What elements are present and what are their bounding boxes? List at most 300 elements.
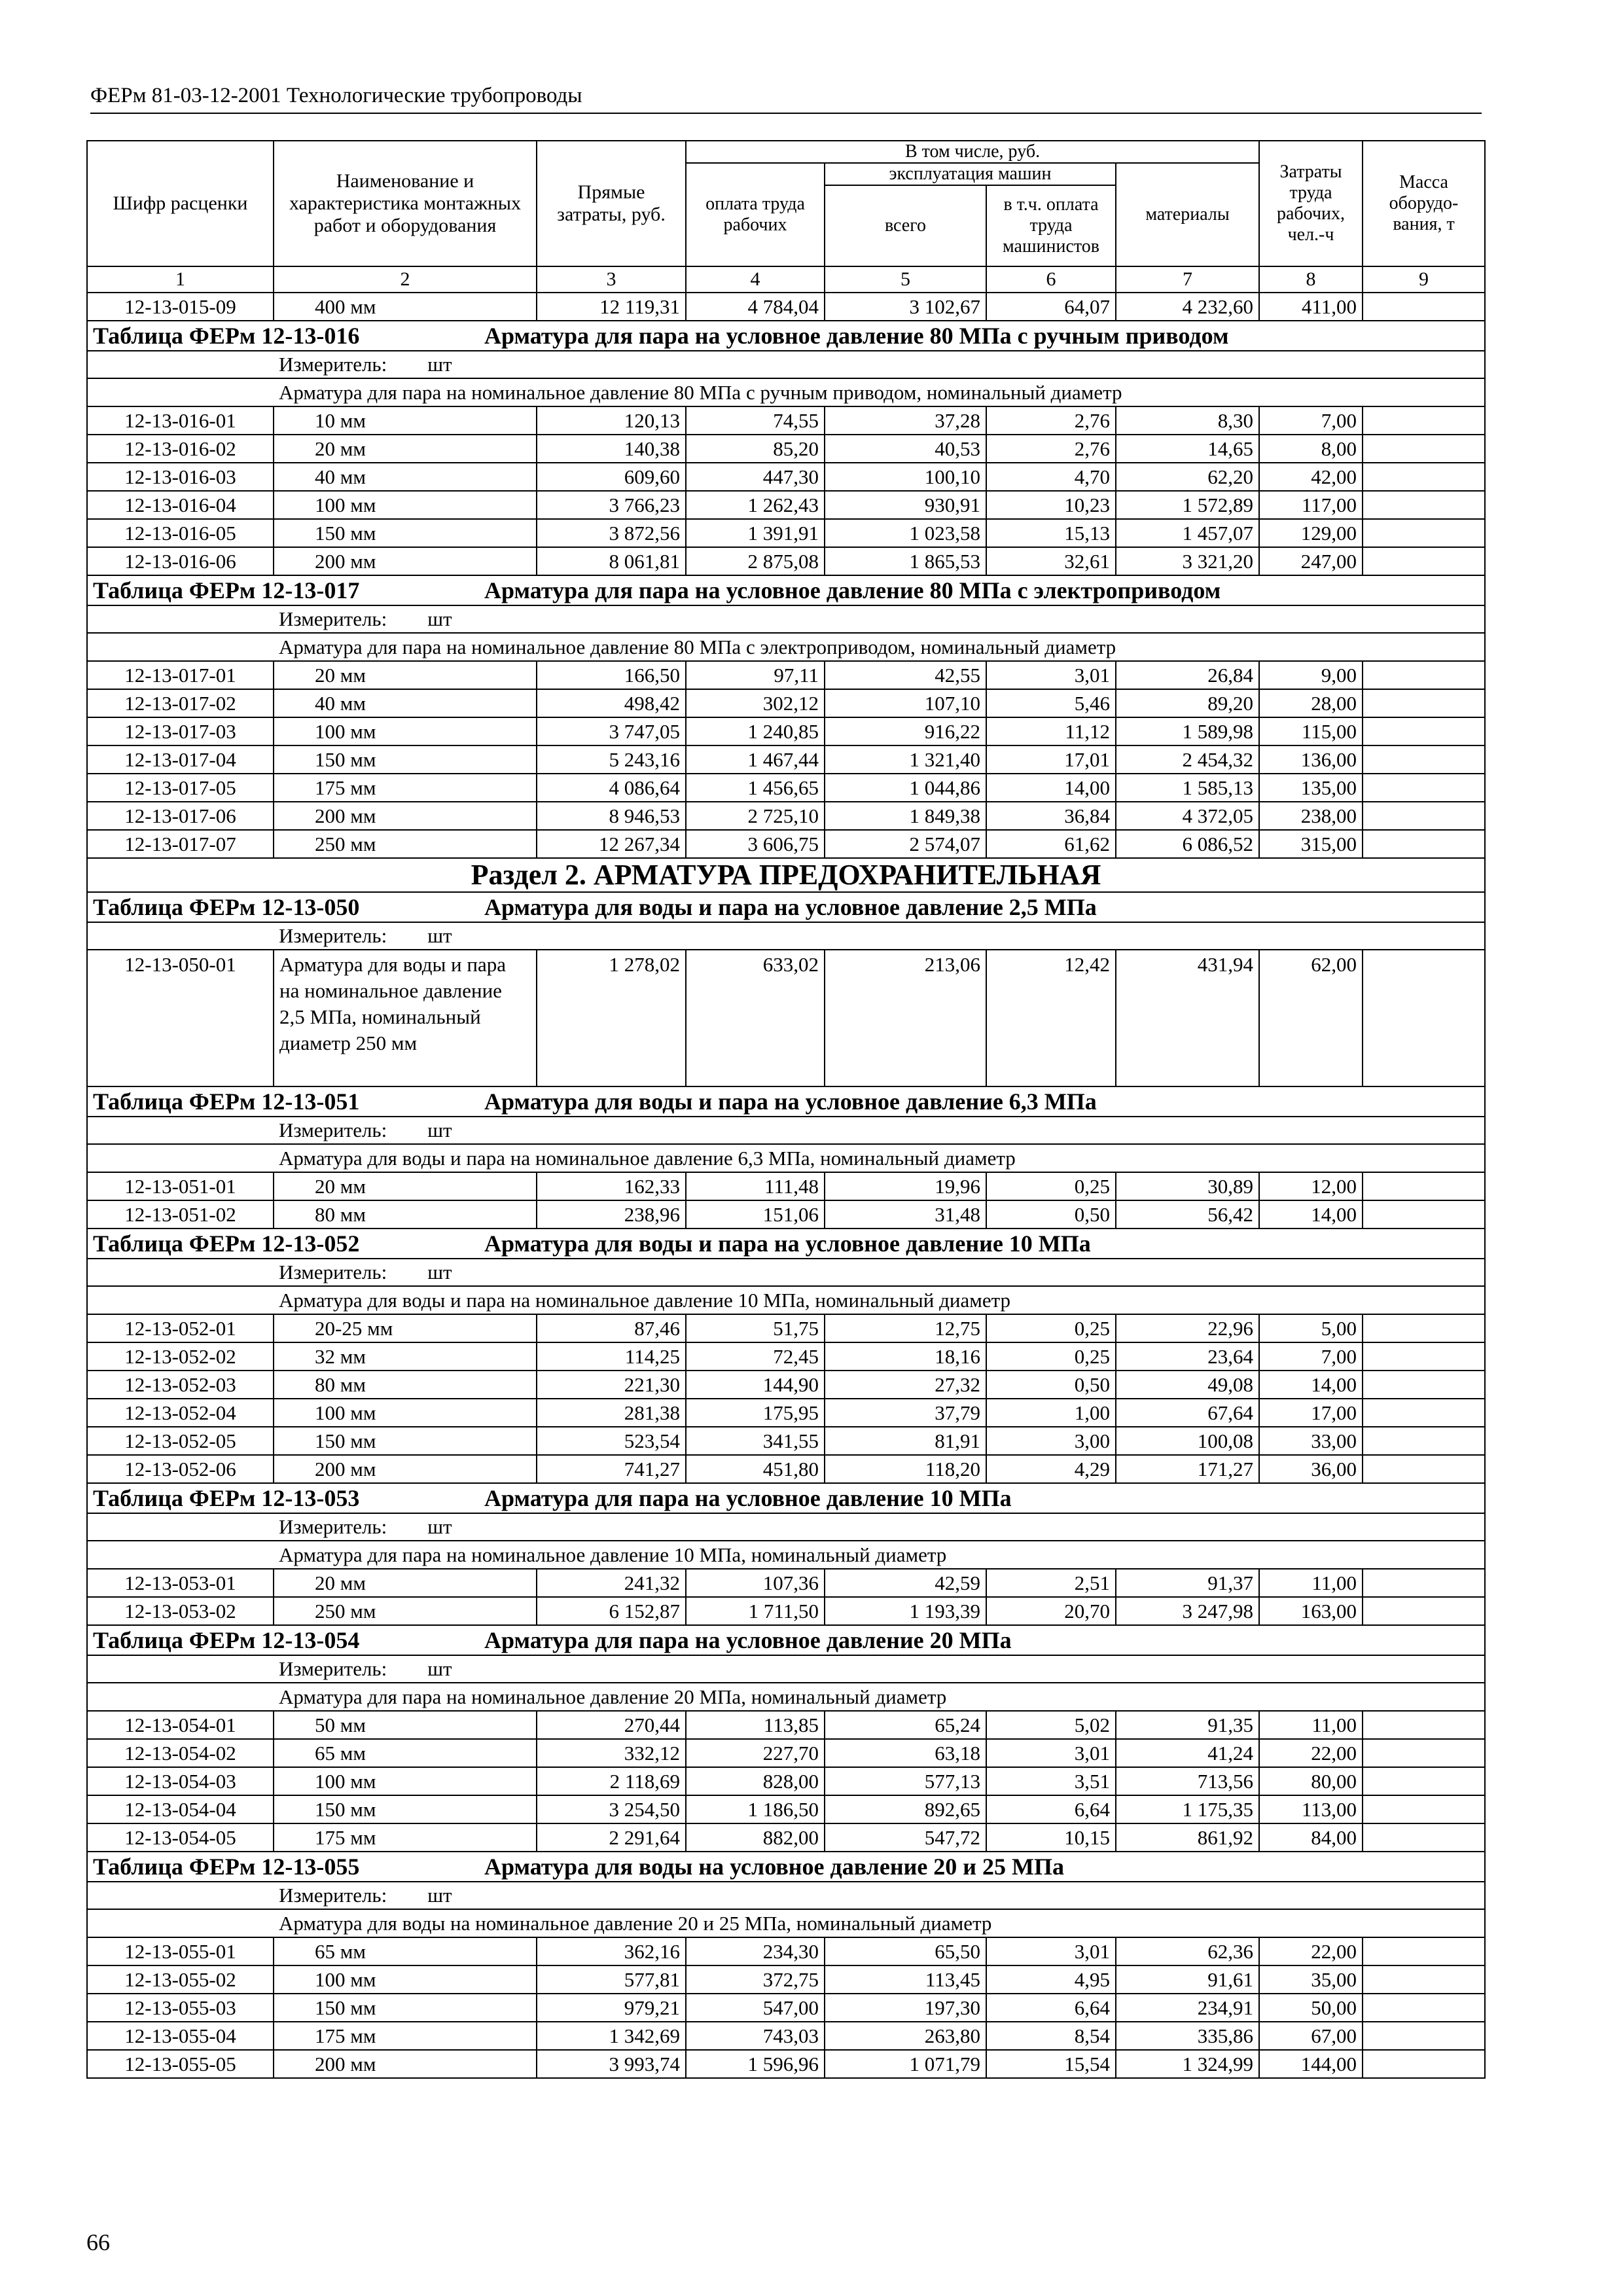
table-row: [87, 1823, 1485, 1852]
subtitle-row: [87, 633, 1485, 661]
machines-total: 65,24: [825, 1711, 986, 1739]
table-title: Арматура для воды и пара на условное давление 6,3 МПа: [484, 1088, 1097, 1115]
materials: 8,30: [1116, 406, 1259, 435]
rate-code: 12-13-054-01: [87, 1711, 274, 1739]
equipment-mass: [1363, 1823, 1485, 1852]
equipment-mass: [1363, 1569, 1485, 1597]
subtitle-row: [87, 378, 1485, 406]
price-table: [86, 140, 1486, 2079]
machinists-pay: 0,25: [986, 1172, 1116, 1200]
labor-hours: 136,00: [1259, 745, 1363, 774]
work-name: 50 мм: [274, 1711, 537, 1739]
machines-total: 37,79: [825, 1399, 986, 1427]
table-row: [87, 519, 1485, 547]
labor-hours: 135,00: [1259, 774, 1363, 802]
machines-total: 1 321,40: [825, 745, 986, 774]
labor-hours: 12,00: [1259, 1172, 1363, 1200]
machines-total: 1 849,38: [825, 802, 986, 830]
equipment-mass: [1363, 717, 1485, 745]
work-name: Арматура для воды и пара на номинальное давление 2,5 МПа, номинальный диаметр 250 мм: [274, 950, 537, 1086]
machinists-pay: 32,61: [986, 547, 1116, 575]
equipment-mass: [1363, 1767, 1485, 1795]
table-row: [87, 717, 1485, 745]
machinists-pay: 3,01: [986, 1937, 1116, 1965]
machinists-pay: 8,54: [986, 2022, 1116, 2050]
labor-hours: 7,00: [1259, 1342, 1363, 1371]
labor-hours: 42,00: [1259, 463, 1363, 491]
work-name: 80 мм: [274, 1200, 537, 1229]
machinists-pay: 11,12: [986, 717, 1116, 745]
machinists-pay: 0,25: [986, 1314, 1116, 1342]
labor-pay: 111,48: [686, 1172, 825, 1200]
table-name: Таблица ФЕРм 12-13-050: [93, 894, 360, 920]
machines-total: 42,59: [825, 1569, 986, 1597]
unit-cell: [87, 922, 1485, 950]
column-number: 4: [686, 266, 825, 293]
materials: 861,92: [1116, 1823, 1259, 1852]
machinists-pay: 20,70: [986, 1597, 1116, 1625]
equipment-mass: [1363, 1965, 1485, 1994]
labor-pay: 341,55: [686, 1427, 825, 1455]
direct-cost: 114,25: [537, 1342, 686, 1371]
machines-total: 107,10: [825, 689, 986, 717]
rate-code: 12-13-016-02: [87, 435, 274, 463]
rate-code: 12-13-016-05: [87, 519, 274, 547]
unit-label: Измеритель:: [279, 607, 387, 630]
materials: 1 585,13: [1116, 774, 1259, 802]
table-row: [87, 1739, 1485, 1767]
table-body: [87, 266, 1485, 2078]
table-subtitle: Арматура для пара на номинальное давление 10 МПа, номинальный диаметр: [87, 1541, 1485, 1569]
table-row: [87, 1569, 1485, 1597]
table-title: Арматура для пара на условное давление 20 МПа: [484, 1627, 1012, 1653]
rate-code: 12-13-016-03: [87, 463, 274, 491]
table-title: Арматура для пара на условное давление 10 МПа: [484, 1485, 1012, 1511]
unit-row: [87, 1882, 1485, 1909]
column-number: 7: [1116, 266, 1259, 293]
table-row: [87, 435, 1485, 463]
materials: 91,61: [1116, 1965, 1259, 1994]
direct-cost: 8 946,53: [537, 802, 686, 830]
labor-hours: 80,00: [1259, 1767, 1363, 1795]
rate-code: 12-13-052-06: [87, 1455, 274, 1483]
machines-total: 213,06: [825, 950, 986, 1086]
work-name: 20 мм: [274, 1569, 537, 1597]
machinists-pay: 3,51: [986, 1767, 1116, 1795]
direct-cost: 332,12: [537, 1739, 686, 1767]
table-row: [87, 2050, 1485, 2078]
table-title-row: [87, 892, 1485, 922]
column-number: 8: [1259, 266, 1363, 293]
rate-code: 12-13-052-03: [87, 1371, 274, 1399]
direct-cost: 162,33: [537, 1172, 686, 1200]
work-name: 150 мм: [274, 1994, 537, 2022]
machines-total: 12,75: [825, 1314, 986, 1342]
subtitle-row: [87, 1286, 1485, 1314]
table-row: [87, 1994, 1485, 2022]
table-row: [87, 1371, 1485, 1399]
work-name: 20 мм: [274, 661, 537, 689]
table-title-row: [87, 575, 1485, 605]
unit-row: [87, 1655, 1485, 1683]
labor-pay: 234,30: [686, 1937, 825, 1965]
materials: 431,94: [1116, 950, 1259, 1086]
unit-value: шт: [427, 607, 452, 630]
work-name: 200 мм: [274, 1455, 537, 1483]
machines-total: 18,16: [825, 1342, 986, 1371]
rate-code: 12-13-052-01: [87, 1314, 274, 1342]
equipment-mass: [1363, 802, 1485, 830]
unit-value: шт: [427, 924, 452, 947]
labor-pay: 1 391,91: [686, 519, 825, 547]
materials: 67,64: [1116, 1399, 1259, 1427]
table-title-row: [87, 1852, 1485, 1882]
work-name: 10 мм: [274, 406, 537, 435]
machinists-pay: 6,64: [986, 1795, 1116, 1823]
table-row: [87, 1427, 1485, 1455]
labor-pay: 882,00: [686, 1823, 825, 1852]
section-row: [87, 858, 1485, 892]
col-labor-pay: оплата труда рабочих: [686, 163, 825, 266]
table-row: [87, 774, 1485, 802]
rate-code: 12-13-055-02: [87, 1965, 274, 1994]
table-row: [87, 950, 1485, 1086]
machinists-pay: 10,23: [986, 491, 1116, 519]
table-row: [87, 1937, 1485, 1965]
labor-hours: 36,00: [1259, 1455, 1363, 1483]
table-name: Таблица ФЕРм 12-13-016: [93, 323, 360, 349]
table-name: Таблица ФЕРм 12-13-052: [93, 1230, 360, 1257]
materials: 3 321,20: [1116, 547, 1259, 575]
machines-total: 547,72: [825, 1823, 986, 1852]
rate-code: 12-13-017-03: [87, 717, 274, 745]
machines-total: 81,91: [825, 1427, 986, 1455]
work-name: 65 мм: [274, 1937, 537, 1965]
materials: 1 572,89: [1116, 491, 1259, 519]
labor-hours: 315,00: [1259, 830, 1363, 858]
labor-hours: 22,00: [1259, 1739, 1363, 1767]
direct-cost: 2 118,69: [537, 1767, 686, 1795]
machines-total: 37,28: [825, 406, 986, 435]
rate-code: 12-13-054-03: [87, 1767, 274, 1795]
work-name: 20 мм: [274, 435, 537, 463]
labor-pay: 1 262,43: [686, 491, 825, 519]
machines-total: 31,48: [825, 1200, 986, 1229]
column-number: 2: [274, 266, 537, 293]
equipment-mass: [1363, 1342, 1485, 1371]
labor-hours: 238,00: [1259, 802, 1363, 830]
rate-code: 12-13-054-05: [87, 1823, 274, 1852]
labor-pay: 227,70: [686, 1739, 825, 1767]
materials: 1 175,35: [1116, 1795, 1259, 1823]
rate-code: 12-13-017-05: [87, 774, 274, 802]
column-number: 9: [1363, 266, 1485, 293]
table-row: [87, 406, 1485, 435]
machines-total: 19,96: [825, 1172, 986, 1200]
labor-hours: 7,00: [1259, 406, 1363, 435]
direct-cost: 3 872,56: [537, 519, 686, 547]
col-mass: Масса оборудо-вания, т: [1363, 141, 1485, 266]
machines-total: 1 023,58: [825, 519, 986, 547]
direct-cost: 3 747,05: [537, 717, 686, 745]
table-row: [87, 830, 1485, 858]
work-name: 200 мм: [274, 547, 537, 575]
labor-pay: 1 711,50: [686, 1597, 825, 1625]
unit-label: Измеритель:: [279, 1261, 387, 1283]
labor-pay: 2 875,08: [686, 547, 825, 575]
materials: 2 454,32: [1116, 745, 1259, 774]
direct-cost: 8 061,81: [537, 547, 686, 575]
equipment-mass: [1363, 463, 1485, 491]
table-name: Таблица ФЕРм 12-13-055: [93, 1854, 360, 1880]
section-title: Раздел 2. АРМАТУРА ПРЕДОХРАНИТЕЛЬНАЯ: [87, 858, 1485, 892]
work-name: 40 мм: [274, 463, 537, 491]
machinists-pay: 2,51: [986, 1569, 1116, 1597]
equipment-mass: [1363, 2050, 1485, 2078]
labor-pay: 743,03: [686, 2022, 825, 2050]
labor-pay: 97,11: [686, 661, 825, 689]
rate-code: 12-13-017-06: [87, 802, 274, 830]
table-row: [87, 1965, 1485, 1994]
unit-row: [87, 351, 1485, 378]
work-name: 32 мм: [274, 1342, 537, 1371]
materials: 234,91: [1116, 1994, 1259, 2022]
unit-label: Измеритель:: [279, 924, 387, 947]
unit-label: Измеритель:: [279, 1119, 387, 1141]
table-title-cell: [87, 1086, 1485, 1117]
table-title-row: [87, 1483, 1485, 1513]
subtitle-row: [87, 1144, 1485, 1172]
direct-cost: 609,60: [537, 463, 686, 491]
direct-cost: 281,38: [537, 1399, 686, 1427]
rate-code: 12-13-053-01: [87, 1569, 274, 1597]
table-title-cell: [87, 1483, 1485, 1513]
unit-cell: [87, 1882, 1485, 1909]
direct-cost: 498,42: [537, 689, 686, 717]
labor-hours: 411,00: [1259, 293, 1363, 321]
labor-pay: 175,95: [686, 1399, 825, 1427]
labor-hours: 163,00: [1259, 1597, 1363, 1625]
labor-pay: 113,85: [686, 1711, 825, 1739]
work-name: 200 мм: [274, 2050, 537, 2078]
unit-label: Измеритель:: [279, 1657, 387, 1680]
table-header: [87, 141, 1485, 266]
table-row: [87, 1399, 1485, 1427]
labor-hours: 113,00: [1259, 1795, 1363, 1823]
table-row: [87, 547, 1485, 575]
rate-code: 12-13-054-02: [87, 1739, 274, 1767]
direct-cost: 166,50: [537, 661, 686, 689]
column-number: 5: [825, 266, 986, 293]
table-title-row: [87, 321, 1485, 351]
direct-cost: 238,96: [537, 1200, 686, 1229]
subtitle-row: [87, 1541, 1485, 1569]
col-machines-total: всего: [825, 185, 986, 266]
subtitle-row: [87, 1683, 1485, 1711]
table-title-row: [87, 1086, 1485, 1117]
labor-hours: 11,00: [1259, 1569, 1363, 1597]
equipment-mass: [1363, 1739, 1485, 1767]
materials: 91,37: [1116, 1569, 1259, 1597]
work-name: 250 мм: [274, 1597, 537, 1625]
work-name: 250 мм: [274, 830, 537, 858]
work-name: 100 мм: [274, 1399, 537, 1427]
table-row: [87, 661, 1485, 689]
labor-hours: 22,00: [1259, 1937, 1363, 1965]
table-name: Таблица ФЕРм 12-13-054: [93, 1627, 360, 1653]
materials: 4 232,60: [1116, 293, 1259, 321]
labor-pay: 144,90: [686, 1371, 825, 1399]
direct-cost: 577,81: [537, 1965, 686, 1994]
machines-total: 892,65: [825, 1795, 986, 1823]
work-name: 100 мм: [274, 491, 537, 519]
materials: 41,24: [1116, 1739, 1259, 1767]
table-row: [87, 1200, 1485, 1229]
equipment-mass: [1363, 1795, 1485, 1823]
direct-cost: 12 267,34: [537, 830, 686, 858]
machines-total: 1 071,79: [825, 2050, 986, 2078]
labor-pay: 2 725,10: [686, 802, 825, 830]
table-row: [87, 293, 1485, 321]
col-direct: Прямые затраты, руб.: [537, 141, 686, 266]
col-including: В том числе, руб.: [686, 141, 1259, 163]
unit-cell: [87, 1259, 1485, 1286]
table-row: [87, 1342, 1485, 1371]
machines-total: 930,91: [825, 491, 986, 519]
labor-pay: 547,00: [686, 1994, 825, 2022]
equipment-mass: [1363, 293, 1485, 321]
table-title-row: [87, 1625, 1485, 1655]
machines-total: 1 193,39: [825, 1597, 986, 1625]
rate-code: 12-13-015-09: [87, 293, 274, 321]
work-name: 150 мм: [274, 519, 537, 547]
materials: 62,36: [1116, 1937, 1259, 1965]
equipment-mass: [1363, 491, 1485, 519]
machines-total: 1 044,86: [825, 774, 986, 802]
table-subtitle: Арматура для воды и пара на номинальное давление 6,3 МПа, номинальный диаметр: [87, 1144, 1485, 1172]
unit-row: [87, 922, 1485, 950]
direct-cost: 87,46: [537, 1314, 686, 1342]
column-number: 3: [537, 266, 686, 293]
table-title: Арматура для воды на условное давление 20 и 25 МПа: [484, 1854, 1065, 1880]
labor-pay: 151,06: [686, 1200, 825, 1229]
labor-hours: 28,00: [1259, 689, 1363, 717]
unit-value: шт: [427, 353, 452, 376]
machinists-pay: 2,76: [986, 435, 1116, 463]
machines-total: 42,55: [825, 661, 986, 689]
table-title: Арматура для пара на условное давление 80 МПа с ручным приводом: [484, 323, 1229, 349]
materials: 30,89: [1116, 1172, 1259, 1200]
table-subtitle: Арматура для воды и пара на номинальное давление 10 МПа, номинальный диаметр: [87, 1286, 1485, 1314]
equipment-mass: [1363, 2022, 1485, 2050]
labor-pay: 828,00: [686, 1767, 825, 1795]
materials: 89,20: [1116, 689, 1259, 717]
col-machines: эксплуатация машин: [825, 163, 1116, 185]
labor-hours: 84,00: [1259, 1823, 1363, 1852]
machines-total: 2 574,07: [825, 830, 986, 858]
rate-code: 12-13-016-01: [87, 406, 274, 435]
table-title-cell: [87, 1852, 1485, 1882]
labor-hours: 247,00: [1259, 547, 1363, 575]
work-name: 100 мм: [274, 1965, 537, 1994]
labor-pay: 1 456,65: [686, 774, 825, 802]
materials: 4 372,05: [1116, 802, 1259, 830]
table-row: [87, 491, 1485, 519]
equipment-mass: [1363, 1711, 1485, 1739]
labor-hours: 17,00: [1259, 1399, 1363, 1427]
machines-total: 40,53: [825, 435, 986, 463]
labor-hours: 62,00: [1259, 950, 1363, 1086]
machines-total: 63,18: [825, 1739, 986, 1767]
direct-cost: 2 291,64: [537, 1823, 686, 1852]
work-name: 100 мм: [274, 717, 537, 745]
column-number: 6: [986, 266, 1116, 293]
labor-hours: 35,00: [1259, 1965, 1363, 1994]
labor-hours: 9,00: [1259, 661, 1363, 689]
equipment-mass: [1363, 689, 1485, 717]
work-name: 40 мм: [274, 689, 537, 717]
materials: 6 086,52: [1116, 830, 1259, 858]
labor-pay: 447,30: [686, 463, 825, 491]
unit-value: шт: [427, 1657, 452, 1680]
labor-pay: 4 784,04: [686, 293, 825, 321]
machinists-pay: 64,07: [986, 293, 1116, 321]
equipment-mass: [1363, 1172, 1485, 1200]
unit-cell: [87, 1117, 1485, 1144]
table-row: [87, 463, 1485, 491]
subtitle-row: [87, 1909, 1485, 1937]
table-title: Арматура для пара на условное давление 80 МПа с электроприводом: [484, 577, 1221, 603]
table-subtitle: Арматура для пара на номинальное давление 80 МПа с электроприводом, номинальный диаметр: [87, 633, 1485, 661]
page-number: 66: [86, 2229, 110, 2255]
rate-code: 12-13-051-02: [87, 1200, 274, 1229]
materials: 14,65: [1116, 435, 1259, 463]
table-row: [87, 1172, 1485, 1200]
machines-total: 577,13: [825, 1767, 986, 1795]
rate-code: 12-13-055-03: [87, 1994, 274, 2022]
table-name: Таблица ФЕРм 12-13-051: [93, 1088, 360, 1115]
rate-code: 12-13-017-04: [87, 745, 274, 774]
materials: 1 457,07: [1116, 519, 1259, 547]
direct-cost: 1 278,02: [537, 950, 686, 1086]
machines-total: 27,32: [825, 1371, 986, 1399]
equipment-mass: [1363, 519, 1485, 547]
table-name: Таблица ФЕРм 12-13-017: [93, 577, 360, 603]
direct-cost: 3 766,23: [537, 491, 686, 519]
work-name: 175 мм: [274, 774, 537, 802]
unit-row: [87, 1259, 1485, 1286]
table-subtitle: Арматура для пара на номинальное давление 20 МПа, номинальный диаметр: [87, 1683, 1485, 1711]
table-title-cell: [87, 1625, 1485, 1655]
table-row: [87, 1767, 1485, 1795]
unit-value: шт: [427, 1515, 452, 1538]
labor-pay: 1 596,96: [686, 2050, 825, 2078]
machines-total: 1 865,53: [825, 547, 986, 575]
table-title-cell: [87, 321, 1485, 351]
unit-cell: [87, 605, 1485, 633]
unit-cell: [87, 1513, 1485, 1541]
machinists-pay: 14,00: [986, 774, 1116, 802]
materials: 56,42: [1116, 1200, 1259, 1229]
machines-total: 118,20: [825, 1455, 986, 1483]
table-row: [87, 1455, 1485, 1483]
equipment-mass: [1363, 774, 1485, 802]
work-name: 80 мм: [274, 1371, 537, 1399]
machines-total: 3 102,67: [825, 293, 986, 321]
rate-code: 12-13-016-06: [87, 547, 274, 575]
machinists-pay: 15,13: [986, 519, 1116, 547]
machines-total: 65,50: [825, 1937, 986, 1965]
